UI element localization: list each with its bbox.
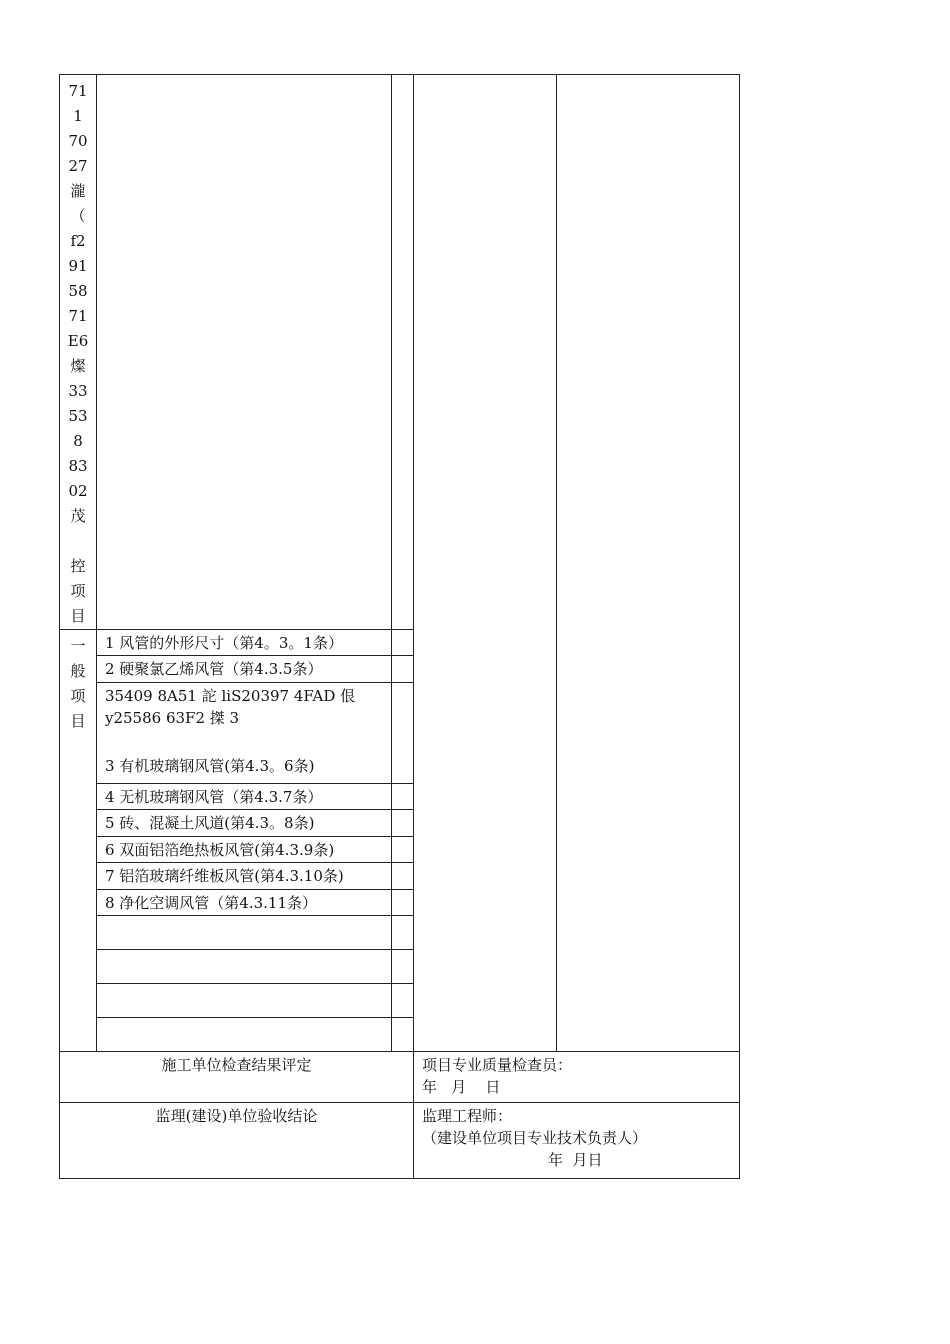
general-empty-item-2[interactable] xyxy=(97,950,392,984)
main-control-mark-cell[interactable] xyxy=(392,75,414,630)
inspector-date: 年 月 日 xyxy=(422,1078,501,1096)
general-item-1: 1 风管的外形尺寸（第4。3。1条） xyxy=(97,630,392,656)
general-item-2: 2 硬聚氯乙烯风管（第4.3.5条） xyxy=(97,656,392,683)
inspection-form-table xyxy=(59,74,740,1179)
general-item-7-mark[interactable] xyxy=(392,863,414,890)
main-control-row xyxy=(60,75,740,630)
inspector-label: 项目专业质量检查员： xyxy=(422,1056,573,1074)
general-empty-item-3[interactable] xyxy=(97,984,392,1018)
general-item-6-mark[interactable] xyxy=(392,837,414,863)
general-item-3-mark[interactable] xyxy=(392,683,414,784)
general-item-4: 4 无机玻璃钢风管（第4.3.7条） xyxy=(97,784,392,810)
general-side-label: 一 般 项 目 xyxy=(60,630,97,1052)
supervision-conclusion-signoff[interactable] xyxy=(414,1103,740,1179)
general-empty-mark-3[interactable] xyxy=(392,984,414,1018)
general-item-3 xyxy=(97,683,392,784)
supervision-check-column[interactable] xyxy=(557,75,740,1052)
general-empty-item-4[interactable] xyxy=(97,1018,392,1052)
general-empty-item-1[interactable] xyxy=(97,916,392,950)
general-item-8-mark[interactable] xyxy=(392,890,414,916)
construction-result-signoff[interactable] xyxy=(414,1052,740,1103)
owner-label: （建设单位项目专业技术负责人） xyxy=(422,1129,648,1147)
general-item-6: 6 双面铝箔绝热板风管(第4.3.9条) xyxy=(97,837,392,863)
main-control-items-cell[interactable] xyxy=(97,75,392,630)
general-item-3-label: 3 有机玻璃钢风管(第4.3。6条) xyxy=(105,757,315,775)
general-item-7: 7 铝箔玻璃纤维板风管(第4.3.10条) xyxy=(97,863,392,890)
supervision-conclusion-label: 监理(建设)单位验收结论 xyxy=(60,1103,414,1179)
general-empty-mark-4[interactable] xyxy=(392,1018,414,1052)
general-item-5: 5 砖、混凝土风道(第4.3。8条) xyxy=(97,810,392,837)
supervision-conclusion-row xyxy=(60,1103,740,1179)
garbled-text-line-2: y25586 63F2 搩 3 xyxy=(105,709,240,727)
main-control-side-label: 71 1 70 27 瀧 （ f2 91 58 71 E6 燦 33 53 8 83 02 茂 控 项 目 xyxy=(60,75,97,630)
owner-date: 年 月日 xyxy=(548,1151,603,1169)
construction-result-label: 施工单位检查结果评定 xyxy=(60,1052,414,1103)
general-empty-mark-2[interactable] xyxy=(392,950,414,984)
general-item-8: 8 净化空调风管（第4.3.11条） xyxy=(97,890,392,916)
construction-check-column[interactable] xyxy=(414,75,557,1052)
general-item-1-mark[interactable] xyxy=(392,630,414,656)
general-item-5-mark[interactable] xyxy=(392,810,414,837)
construction-result-row xyxy=(60,1052,740,1103)
garbled-text-line-1: 35409 8A51 詑 liS20397 4FAD 佷 xyxy=(105,687,356,705)
general-empty-mark-1[interactable] xyxy=(392,916,414,950)
engineer-label: 监理工程师： xyxy=(422,1107,513,1125)
general-item-4-mark[interactable] xyxy=(392,784,414,810)
general-item-2-mark[interactable] xyxy=(392,656,414,683)
